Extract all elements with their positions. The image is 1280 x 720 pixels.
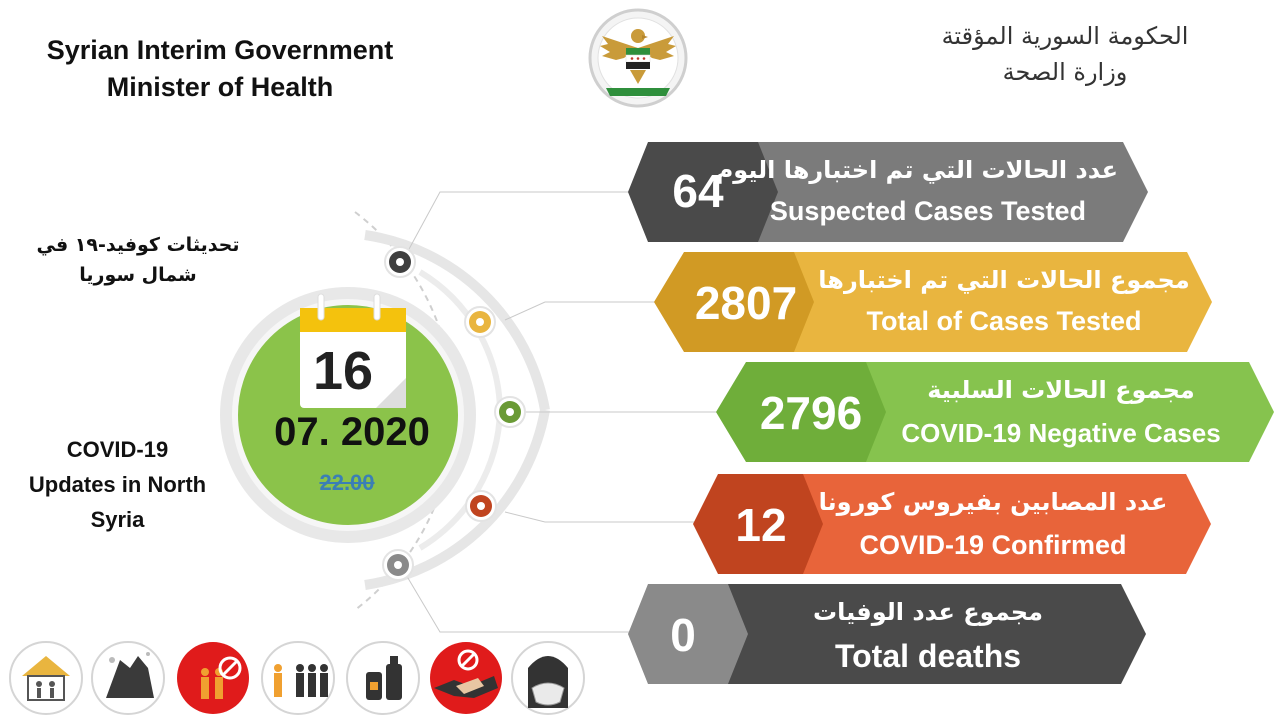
updates-en-line3: Syria (90, 507, 145, 532)
stat-en-total-tested: Total of Cases Tested (866, 306, 1142, 336)
stat-ar-suspected: عدد الحالات التي تم اختبارها اليوم (715, 156, 1118, 184)
stat-value-total-tested: 2807 (694, 277, 798, 329)
date-time: 22.00 (319, 470, 375, 495)
stat-banner-confirmed (693, 474, 1211, 574)
header-en-line1: Syrian Interim Government (46, 35, 394, 65)
prevention-icons-row (8, 638, 588, 718)
stat-en-suspected: Suspected Cases Tested (769, 196, 1087, 226)
connector-2 (505, 302, 662, 320)
updates-ar-line2: شمال سوريا (79, 264, 197, 286)
stat-value-confirmed: 12 (735, 499, 787, 551)
header-en-line2: Minister of Health (106, 72, 334, 102)
stat-en-negative: COVID-19 Negative Cases (901, 418, 1221, 448)
updates-ar-line1: تحديثات كوفيد-١٩ في (36, 234, 240, 256)
timeline-dot-3 (495, 397, 525, 427)
stat-en-confirmed: COVID-19 Confirmed (859, 530, 1127, 560)
connector-1 (402, 192, 632, 262)
stat-en-deaths: Total deaths (834, 638, 1022, 674)
stat-ar-negative: مجموع الحالات السلبية (927, 376, 1195, 404)
no-crowd-icon (177, 642, 249, 714)
timeline-dot-5 (383, 550, 413, 580)
sanitizer-icon (347, 642, 419, 714)
timeline-dot-2 (465, 307, 495, 337)
stat-ar-deaths: مجموع عدد الوفيات (813, 598, 1043, 626)
connector-4 (505, 512, 695, 522)
timeline-dot-1 (385, 247, 415, 277)
date-day: 16 (312, 341, 374, 401)
distance-icon (262, 642, 334, 714)
stat-banner-suspected (628, 142, 1148, 242)
updates-en-line1: COVID-19 (66, 437, 169, 462)
stat-banner-negative (716, 362, 1274, 462)
home-stay-icon (10, 642, 82, 714)
date-month-year: 07. 2020 (274, 410, 430, 454)
mask-icon (512, 642, 584, 714)
handwash-icon (92, 642, 164, 714)
stat-ar-total-tested: مجموع الحالات التي تم اختبارها (818, 266, 1190, 294)
updates-en-line2: Updates in North (28, 472, 207, 497)
connector-5 (402, 568, 632, 632)
header-ar-line1: الحكومة السورية المؤقتة (941, 22, 1189, 50)
stat-value-negative: 2796 (759, 387, 863, 439)
stat-banner-total-tested (654, 252, 1212, 352)
header-ar-line2: وزارة الصحة (1002, 58, 1128, 86)
stat-banner-deaths (628, 584, 1146, 684)
stat-ar-confirmed: عدد المصابين بفيروس كورونا (818, 488, 1168, 516)
timeline-dot-4 (466, 491, 496, 521)
stat-value-suspected: 64 (672, 165, 724, 217)
stat-value-deaths: 0 (670, 609, 696, 661)
no-handshake-icon (430, 642, 502, 714)
